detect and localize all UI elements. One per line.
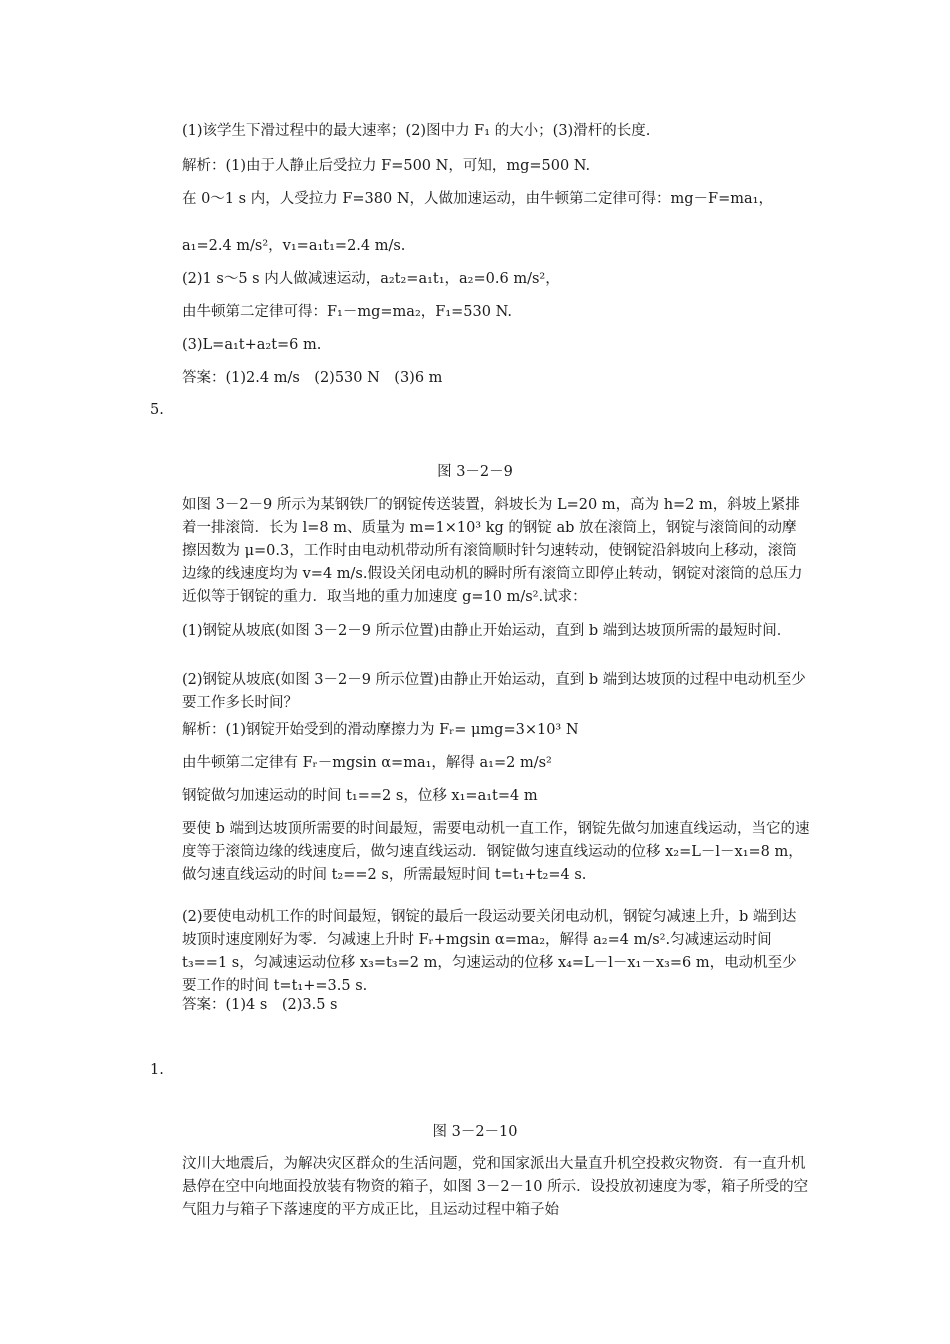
q5-part1: (1)钢锭从坡底(如图 3－2－9 所示位置)由静止开始运动，直到 b 端到达坡顶所需的最短时间． <box>182 623 792 639</box>
figure-caption-3-2-9: 图 3－2－9 <box>437 464 513 480</box>
figure-caption-3-2-10: 图 3－2－10 <box>432 1124 518 1140</box>
question-number-5: 5. <box>150 402 164 418</box>
phase2-text: (2)1 s～5 s 内人做减速运动，a₂t₂=a₁t₁，a₂=0.6 m/s²， <box>182 271 560 287</box>
answer-1: 答案：(1)2.4 m/s (2)530 N (3)6 m <box>182 370 443 386</box>
length-text: (3)L=a₁t+a₂t=6 m. <box>182 337 322 353</box>
analysis-intro: 解析：(1)由于人静止后受拉力 F=500 N，可知，mg=500 N. <box>182 158 591 174</box>
q5-solution-1: 解析：(1)钢锭开始受到的滑动摩擦力为 Fᵣ= μmg=3×10³ N <box>182 722 579 738</box>
q5-solution-4: 要使 b 端到达坡顶所需要的时间最短，需要电动机一直工作，钢锭先做匀加速直线运动，当它的速度等于滚筒边缘的线速度后，做匀速直线运动．钢锭做匀速直线运动的位移 x₂=L－l－x₁=8 m，做匀速直线运动的时间 t₂==2 s，所需最短时间 t=t₁+t₂=4 s. <box>182 821 810 883</box>
answer-5: 答案：(1)4 s (2)3.5 s <box>182 997 338 1013</box>
question-number-1: 1. <box>150 1062 164 1078</box>
q1-stem: 汶川大地震后，为解决灾区群众的生活问题，党和国家派出大量直升机空投救灾物资．有一直升机悬停在空中向地面投放装有物资的箱子，如图 3－2－10 所示．设投放初速度为零，箱子所受的空气阻力与箱子下落速度的平方成正比，且运动过程中箱子始 <box>182 1156 809 1218</box>
q5-stem: 如图 3－2－9 所示为某钢铁厂的钢锭传送装置，斜坡长为 L=20 m，高为 h=2 m，斜坡上紧排着一排滚筒．长为 l=8 m、质量为 m=1×10³ kg 的钢锭 ab 放在滚筒上，钢锭与滚筒间的动摩擦因数为 μ=0.3，工作时由电动机带动所有滚筒顺时针匀速转动，使钢锭沿斜坡向上移动，滚筒边缘的线速度均为 v=4 m/s.假设关闭电动机的瞬时所有滚筒立即停止转动，钢锭对滚筒的总压力近似等于钢锭的重力．取当地的重力加速度 g=10 m/s².试求： <box>182 497 803 605</box>
newton2-text: 由牛顿第二定律可得：F₁－mg=ma₂，F₁=530 N. <box>182 304 512 320</box>
q5-solution-5: (2)要使电动机工作的时间最短，钢锭的最后一段运动要关闭电动机，钢锭匀减速上升，b 端到达坡顶时速度刚好为零．匀减速上升时 Fᵣ+mgsin α=ma₂，解得 a₂=4 m/s².匀减速运动时间 t₃==1 s，匀减速运动位移 x₃=t₃=2 m，匀速运动的位移 x₄=L－l－x₁－x₃=6 m，电动机至少要工作的时间 t=t₁+=3.5 s. <box>182 909 797 994</box>
a1-result: a₁=2.4 m/s²，v₁=a₁t₁=2.4 m/s. <box>182 238 406 254</box>
q5-part2: (2)钢锭从坡底(如图 3－2－9 所示位置)由静止开始运动，直到 b 端到达坡顶的过程中电动机至少要工作多长时间？ <box>182 672 806 711</box>
q5-solution-2: 由牛顿第二定律有 Fᵣ－mgsin α=ma₁，解得 a₁=2 m/s² <box>182 755 552 771</box>
questions-text: (1)该学生下滑过程中的最大速率；(2)图中力 F₁ 的大小；(3)滑杆的长度. <box>182 123 651 139</box>
q5-solution-3: 钢锭做匀加速运动的时间 t₁==2 s，位移 x₁=a₁t=4 m <box>182 788 538 804</box>
phase1-text: 在 0～1 s 内，人受拉力 F=380 N，人做加速运动，由牛顿第二定律可得：mg－F=ma₁， <box>182 191 773 207</box>
